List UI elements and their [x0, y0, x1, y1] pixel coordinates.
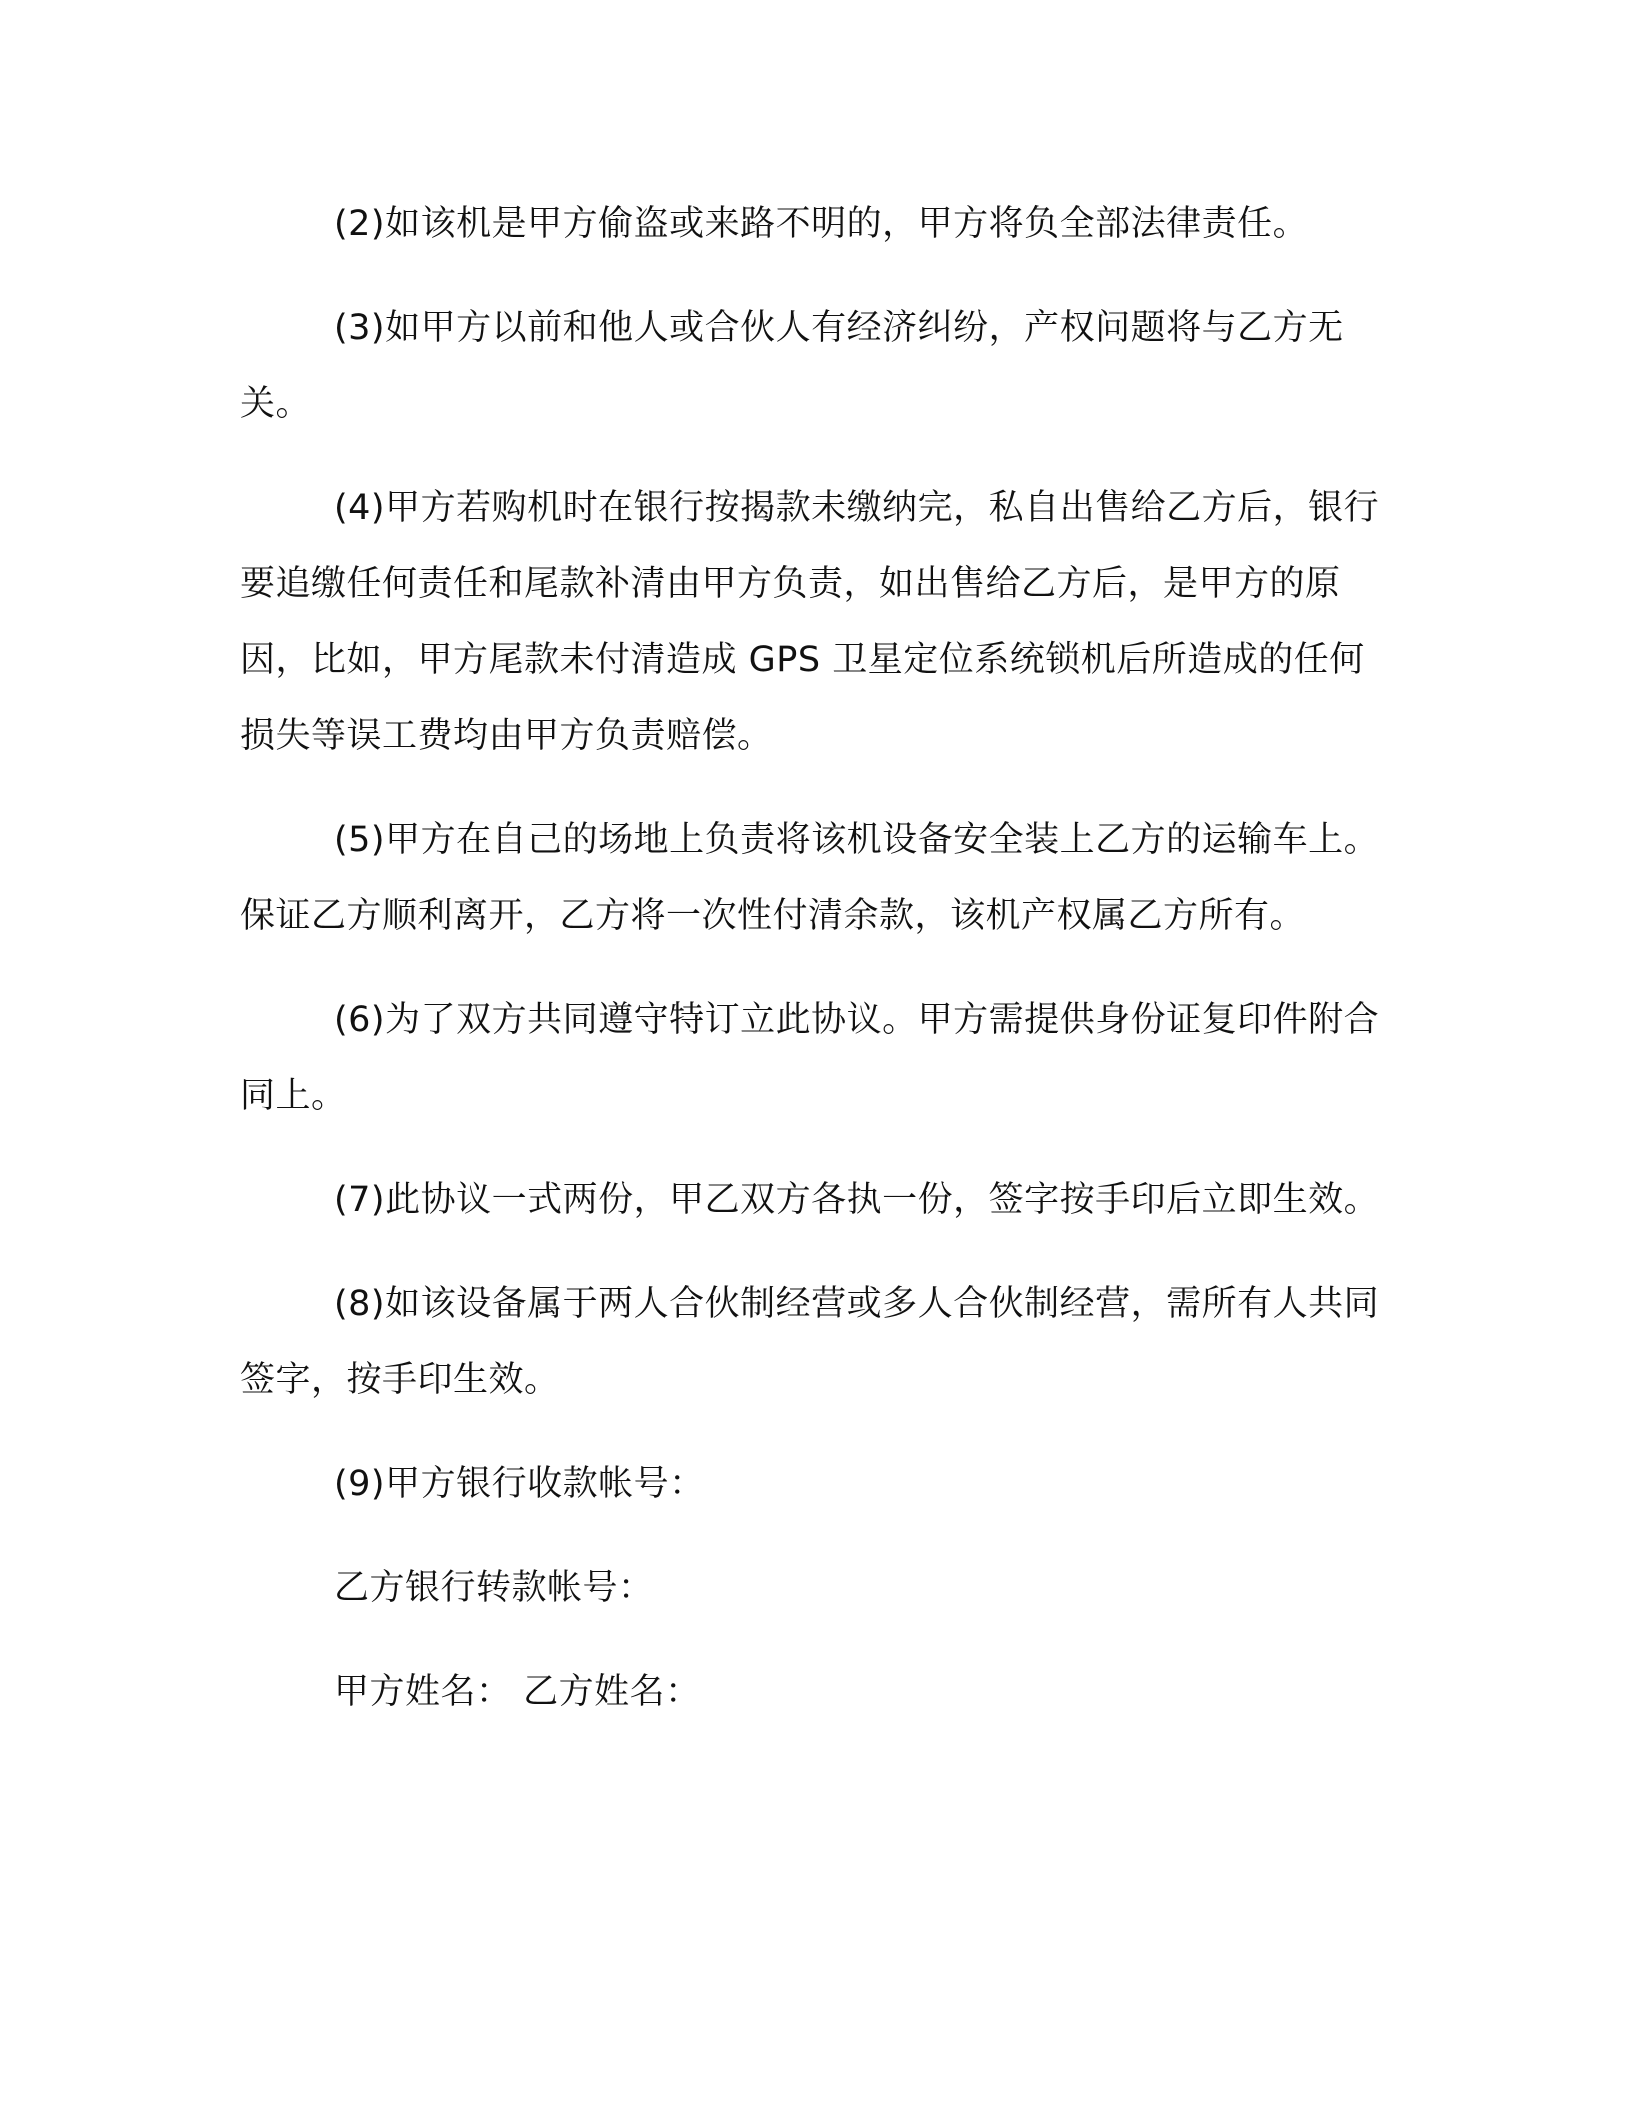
- clause-4: (4)甲方若购机时在银行按揭款未缴纳完，私自出售给乙方后，银行要追缴任何责任和尾款补清由甲方负责，如出售给乙方后，是甲方的原因，比如，甲方尾款未付清造成 GPS 卫星定位系统锁机后所造成的任何损失等误工费均由甲方负责赔偿。: [240, 488, 1380, 756]
- clause-7: (7)此协议一式两份，甲乙双方各执一份，签字按手印后立即生效。: [334, 1180, 1380, 1220]
- clause-3: (3)如甲方以前和他人或合伙人有经济纠纷，产权问题将与乙方无关。: [240, 308, 1344, 424]
- clause-6: (6)为了双方共同遵守特订立此协议。甲方需提供身份证复印件附合同上。: [240, 1000, 1380, 1116]
- document-body: [240, 186, 1380, 1760]
- clause-9-party-a-account: (9)甲方银行收款帐号：: [334, 1464, 705, 1504]
- party-b-account: 乙方银行转款帐号：: [334, 1568, 654, 1608]
- clause-5: (5)甲方在自己的场地上负责将该机设备安全装上乙方的运输车上。保证乙方顺利离开，乙方将一次性付清余款，该机产权属乙方所有。: [240, 820, 1380, 936]
- clause-2: (2)如该机是甲方偷盗或来路不明的，甲方将负全部法律责任。: [334, 204, 1309, 244]
- clause-8: (8)如该设备属于两人合伙制经营或多人合伙制经营，需所有人共同签字，按手印生效。: [240, 1284, 1380, 1400]
- signature-names: 甲方姓名： 乙方姓名：: [334, 1672, 701, 1712]
